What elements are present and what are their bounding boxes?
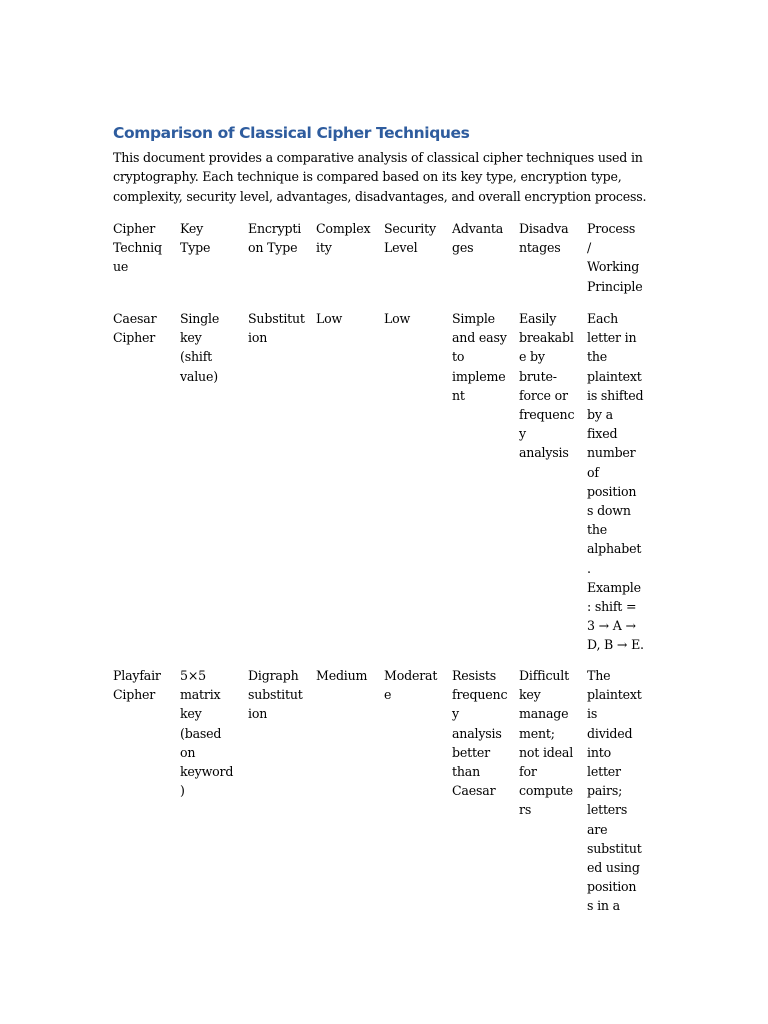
cell-line: Single	[180, 311, 220, 326]
cell-line: matrix	[180, 687, 221, 703]
cell-line: /	[587, 240, 592, 256]
cell-line: analysis	[519, 445, 569, 461]
document-intro	[113, 148, 653, 206]
row1-encryption-type	[248, 309, 305, 347]
cell-line: Each	[587, 311, 619, 326]
cell-line: Security	[384, 221, 436, 236]
cell-line: is	[587, 706, 598, 722]
cell-line: Advanta	[452, 221, 504, 236]
cell-line: .	[587, 560, 591, 576]
header-complexity	[316, 219, 370, 257]
cell-line: impleme	[452, 368, 506, 384]
row2-security-level	[384, 666, 437, 704]
cell-line: the	[587, 349, 608, 365]
cell-line: is shifted	[587, 387, 644, 403]
cell-line: ges	[452, 240, 474, 256]
cell-line: pairs;	[587, 783, 623, 799]
cell-line: Cipher	[113, 330, 156, 346]
row2-process	[587, 666, 642, 916]
cell-line: number	[587, 445, 636, 461]
cell-line: nt	[452, 387, 465, 403]
row1-technique	[113, 309, 156, 347]
header-technique	[113, 219, 162, 277]
cell-line: ion	[248, 706, 268, 722]
cell-line: divided	[587, 725, 633, 741]
cell-line: on Type	[248, 240, 298, 256]
cell-line: better	[452, 744, 490, 760]
cell-line: Caesar	[452, 783, 496, 799]
cell-line: Type	[180, 240, 211, 256]
row2-encryption-type	[248, 666, 303, 724]
header-process	[587, 219, 642, 296]
document-title: Comparison of Classical Cipher Techniques	[113, 124, 470, 142]
header-encryption-type	[248, 219, 301, 257]
cell-line: position	[587, 879, 637, 895]
cell-line: Key	[180, 221, 204, 236]
cell-line: rs	[519, 802, 532, 818]
cell-line: position	[587, 483, 637, 499]
cell-line: key	[519, 687, 541, 703]
cell-line: (based	[180, 725, 222, 741]
cell-line: alphabet	[587, 541, 642, 557]
cell-line: brute-	[519, 368, 557, 384]
cell-line: ment;	[519, 725, 555, 741]
cell-line: key	[180, 706, 202, 722]
cell-line: letter	[587, 764, 621, 780]
cell-line: for	[519, 764, 537, 780]
cell-line: the	[587, 522, 608, 538]
cell-line: Digraph	[248, 668, 299, 683]
row2-key-type	[180, 666, 233, 800]
cell-line: are	[587, 821, 608, 837]
cell-line: key	[180, 330, 202, 346]
cell-line: not ideal	[519, 744, 574, 760]
row2-disadvantages	[519, 666, 573, 820]
cell-line: Process	[587, 221, 636, 236]
cell-line: )	[180, 783, 185, 799]
row2-complexity	[316, 666, 367, 685]
row1-disadvantages	[519, 309, 574, 463]
cell-line: Resists	[452, 668, 497, 683]
header-disadvantages	[519, 219, 568, 257]
cell-line: y	[452, 706, 459, 722]
cell-line: plaintext	[587, 687, 642, 703]
cell-line: substitut	[248, 687, 303, 703]
cell-line: Complex	[316, 221, 371, 236]
cell-line: force or	[519, 387, 568, 403]
cell-line: substitut	[587, 840, 642, 856]
row2-technique	[113, 666, 161, 704]
cell-line: Difficult	[519, 668, 569, 683]
cell-line: Working	[587, 259, 640, 275]
cell-line: compute	[519, 783, 573, 799]
header-security-level	[384, 219, 436, 257]
cell-line: breakabl	[519, 330, 574, 346]
cell-line: : shift =	[587, 599, 637, 615]
cell-line: ed using	[587, 860, 640, 876]
cell-line: (shift	[180, 349, 213, 365]
cell-line: and easy	[452, 330, 507, 346]
row1-complexity	[316, 309, 342, 328]
cell-line: Example	[587, 579, 641, 595]
cell-line: plaintext	[587, 368, 642, 384]
cell-line: e by	[519, 349, 545, 365]
cell-line: ion	[248, 330, 268, 346]
cell-line: D, B → E.	[587, 637, 644, 653]
cell-line: The	[587, 668, 611, 683]
cell-line: letter in	[587, 330, 637, 346]
cell-line: on	[180, 744, 196, 760]
cell-line: 3 → A →	[587, 618, 636, 634]
cell-line: Low	[316, 311, 343, 326]
cell-line: of	[587, 464, 599, 480]
cell-line: frequenc	[452, 687, 508, 703]
cell-line: Caesar	[113, 311, 157, 326]
cell-line: into	[587, 744, 611, 760]
cell-line: by a	[587, 407, 613, 423]
cell-line: Techniq	[113, 240, 162, 256]
cell-line: Cipher	[113, 687, 156, 703]
row1-advantages	[452, 309, 507, 405]
cell-line: than	[452, 764, 480, 780]
cell-line: Principle	[587, 278, 643, 294]
row1-process	[587, 309, 644, 655]
cell-line: Substitut	[248, 311, 305, 326]
cell-line: keyword	[180, 764, 234, 780]
cell-line: ity	[316, 240, 332, 256]
intro-line: This document provides a comparative analysis of classical cipher techniques used in	[113, 150, 643, 165]
cell-line: Playfair	[113, 668, 161, 683]
row1-key-type	[180, 309, 219, 386]
cell-line: Disadva	[519, 221, 569, 236]
cell-line: Low	[384, 311, 411, 326]
cell-line: value)	[180, 368, 218, 384]
cell-line: 5×5	[180, 668, 206, 683]
cell-line: Easily	[519, 311, 557, 326]
cell-line: manage	[519, 706, 569, 722]
cell-line: analysis	[452, 725, 502, 741]
cell-line: fixed	[587, 426, 618, 442]
cell-line: s down	[587, 503, 631, 519]
cell-line: frequenc	[519, 407, 575, 423]
header-advantages	[452, 219, 503, 257]
cell-line: ntages	[519, 240, 561, 256]
cell-line: letters	[587, 802, 628, 818]
row2-advantages	[452, 666, 507, 800]
cell-line: e	[384, 687, 392, 703]
intro-line: cryptography. Each technique is compared based on its key type, encryption type,	[113, 169, 622, 185]
cell-line: Level	[384, 240, 418, 256]
intro-line: complexity, security level, advantages, disadvantages, and overall encryption process.	[113, 188, 647, 204]
cell-line: Simple	[452, 311, 495, 326]
row1-security-level	[384, 309, 410, 328]
cell-line: Moderat	[384, 668, 438, 683]
cell-line: s in a	[587, 898, 620, 914]
cell-line: Medium	[316, 668, 368, 683]
cell-line: to	[452, 349, 465, 365]
cell-line: Cipher	[113, 221, 156, 236]
cell-line: y	[519, 426, 526, 442]
cell-line: Encrypti	[248, 221, 302, 236]
header-key-type	[180, 219, 210, 257]
cell-line: ue	[113, 259, 129, 275]
